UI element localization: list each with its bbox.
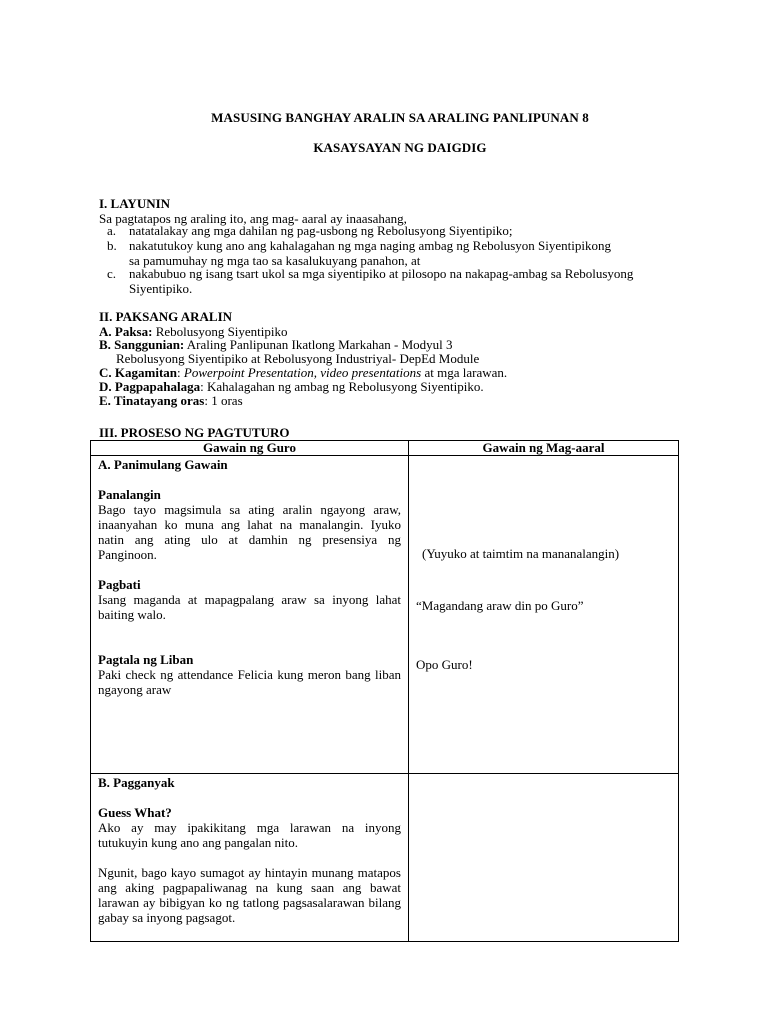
list-text: nakatutukoy kung ano ang kahalagahan ng mga naging ambag ng Rebolusyon Siyentipikong sa pamumuhay ng mga tao sa kasalukuyang panahon, at: [129, 238, 611, 268]
proseso-heading: III. PROSESO NG PAGTUTURO: [99, 425, 290, 440]
table-row: [91, 774, 679, 942]
paksa-b: [99, 337, 453, 352]
layunin-intro: Sa pagtatapos ng araling ito, ang mag- aaral ay inaasahang,: [99, 211, 407, 226]
paksa-heading: II. PAKSANG ARALIN: [99, 309, 233, 324]
guess-text: Ako ay may ipakikitang mga larawan na inyong tutukuyin kung ano ang pangalan nito.: [98, 820, 401, 850]
paksa-c-rest: at mga larawan.: [421, 365, 508, 380]
section-title: A. Panimulang Gawain: [98, 457, 228, 472]
list-text: natatalakay ang mga dahilan ng pag-usbong ng Rebolusyong Siyentipiko;: [129, 223, 513, 238]
list-marker: c.: [107, 266, 117, 281]
pagbati-text: Isang maganda at mapagpalang araw sa inyong lahat baiting walo.: [98, 592, 401, 622]
student-cell-pagganyak: [409, 774, 679, 942]
paksa-c: [99, 365, 507, 380]
paksa-a-label: A. Paksa:: [99, 324, 153, 339]
student-response: Opo Guro!: [416, 657, 473, 672]
student-cell-panimula: [409, 456, 679, 774]
table-row: [91, 456, 679, 774]
paksa-c-label: C. Kagamitan: [99, 365, 177, 380]
panalangin-heading: Panalangin: [98, 487, 161, 502]
layunin-item-c: [107, 266, 667, 296]
panalangin-text: Bago tayo magsimula sa ating aralin ngayong araw, inaanyahan ko muna ang lahat na manalangin. Iyuko natin ang ating ulo at damhin ng presensiya ng Panginoon.: [98, 502, 401, 562]
pagtala-heading: Pagtala ng Liban: [98, 652, 194, 667]
teacher-cell-pagganyak: [91, 774, 409, 942]
paksa-c-italic: Powerpoint Presentation, video presentations: [183, 365, 422, 380]
pagtala-text: Paki check ng attendance Felicia kung meron bang liban ngayong araw: [98, 667, 401, 697]
guess-heading: Guess What?: [98, 805, 172, 820]
pagbati-heading: Pagbati: [98, 577, 141, 592]
teacher-cell-panimula: [91, 456, 409, 774]
document-title: MASUSING BANGHAY ARALIN SA ARALING PANLIPUNAN 8: [211, 110, 589, 125]
col-header-teacher: Gawain ng Guro: [91, 441, 409, 456]
student-response: “Magandang araw din po Guro”: [416, 598, 584, 613]
paksa-b-continued: Rebolusyong Siyentipiko at Rebolusyong Industriyal- DepEd Module: [116, 351, 480, 366]
paksa-d: [99, 379, 484, 394]
paksa-b-label: B. Sanggunian:: [99, 337, 185, 352]
paksa-c-colon: :: [177, 365, 184, 380]
paksa-e-label: E. Tinatayang oras: [99, 393, 205, 408]
layunin-item-a: [107, 223, 667, 238]
layunin-item-b: [107, 238, 617, 268]
ngunit-text: Ngunit, bago kayo sumagot ay hintayin munang matapos ang aking pagpapaliwanag na kung saan ang bawat larawan ay bibigyan ko ng tatlong pagsasalarawan bilang gabay sa inyong pagsagot.: [98, 865, 401, 925]
paksa-d-value: : Kahalagahan ng ambag ng Rebolusyong Siyentipiko.: [200, 379, 484, 394]
paksa-d-label: D. Pagpapahalaga: [99, 379, 201, 394]
paksa-b-value: Araling Panlipunan Ikatlong Markahan - Modyul 3: [184, 337, 453, 352]
document-subtitle: KASAYSAYAN NG DAIGDIG: [313, 140, 487, 155]
col-header-student: Gawain ng Mag-aaral: [409, 441, 679, 456]
paksa-e: [99, 393, 243, 408]
list-marker: b.: [107, 238, 117, 253]
list-text: nakabubuo ng isang tsart ukol sa mga siyentipiko at pilosopo na nakapag-ambag sa Rebolusyong Siyentipiko.: [129, 266, 634, 296]
list-marker: a.: [107, 223, 117, 238]
layunin-heading: I. LAYUNIN: [99, 196, 171, 211]
paksa-a-value: Rebolusyong Siyentipiko: [152, 324, 288, 339]
section-title: B. Pagganyak: [98, 775, 175, 790]
lesson-table: [90, 440, 679, 942]
student-response: (Yuyuko at taimtim na mananalangin): [422, 546, 620, 561]
paksa-e-value: : 1 oras: [204, 393, 243, 408]
table-header-row: [91, 441, 679, 456]
